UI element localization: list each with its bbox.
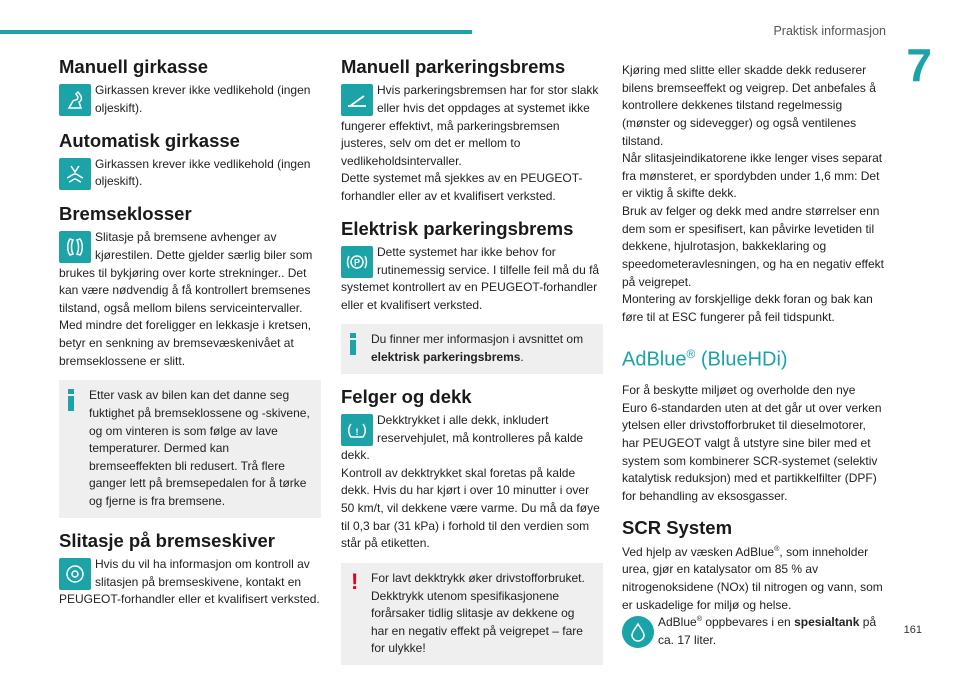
brake-pads-icon	[59, 231, 91, 263]
section-brake-pads	[59, 229, 321, 370]
note-text-suffix: .	[520, 350, 524, 365]
text-adblue: For å beskytte miljøet og overholde den nye Euro 6-standarden uten at det går ut over verken ytelsen eller drivstofforbruket til dieselmotorer, har PEUGEOT valgt å utstyre sine biler med et system som kombinerer SCR-systemet (selektiv katalytisk reduksjon) med et partikkelfilter (DPF) for behandling av eksosgasser.	[622, 383, 882, 503]
note-text-brake-pads: Etter vask av bilen kan det danne seg fuktighet på bremseklossene og -skivene, og om vinteren is som følge av lave temperaturer. Dermed kan bremseeffekten bli redusert. Trå flere ganger lett på bremsepedalen for å tørke og fjerne is fra bremsene.	[89, 388, 310, 509]
section-wheels-tyres	[341, 412, 603, 553]
scr-text-part: Ved hjelp av væsken AdBlue	[622, 544, 775, 559]
warning-icon: !	[351, 568, 359, 594]
svg-text:P: P	[353, 257, 361, 268]
parking-brake-lever-icon	[341, 84, 373, 116]
text-brake-pads-2: Med mindre det foreligger en lekkasje i kretsen, betyr en senkning av bremsevæskenivået at bremseklossene er slitt.	[59, 318, 312, 368]
column-3	[622, 62, 884, 649]
tyres-paragraph: Montering av forskjellige dekk foran og bak kan føre til at ESC fungerer på feil tidspunkt.	[622, 292, 873, 324]
warning-note-tyres	[341, 563, 603, 665]
section-title-scr: SCR System	[622, 517, 733, 539]
text-brake-pads: Slitasje på bremsene avhenger av kjørestilen. Dette gjelder særlig biler som brukes til bykjøring over korte strekninger.. Det kan være nødvendig å få kontrollert bremsenes tilstand, også mellom bilens serviceintervaller.	[59, 230, 313, 315]
electric-parking-brake-icon	[341, 246, 373, 278]
gearbox-icon	[59, 84, 91, 116]
text-auto-gearbox: Girkassen krever ikke vedlikehold (ingen oljeskift).	[95, 156, 311, 189]
scr-text-sup: ®	[774, 543, 780, 553]
info-note-electric-parking-brake	[341, 324, 603, 373]
info-icon	[68, 389, 74, 411]
column-1	[59, 56, 321, 609]
tank-text-bold: spesialtank	[794, 615, 860, 630]
text-brake-discs: Hvis du vil ha informasjon om kontroll av slitasjen på bremseskivene, kontakt en PEUGEOT-forhandler eller et kvalifisert verksted.	[59, 556, 320, 607]
adblue-title-part: AdBlue	[622, 349, 687, 372]
page-number: 161	[903, 624, 922, 636]
section-manual-gearbox	[59, 82, 321, 117]
tyres-continued	[622, 62, 884, 326]
note-text-prefix: Du finner mer informasjon i avsnittet om	[371, 332, 584, 347]
section-title-adblue	[622, 348, 884, 372]
text-manual-parking-brake: Hvis parkeringsbremsen har for stor slakk eller hvis det oppdages at systemet ikke fungerer effektivt, må parkeringsbremsen justeres, selv om det er mellom to vedlikeholdsintervaller.	[341, 83, 599, 168]
section-brake-discs	[59, 556, 321, 609]
note-text-bold: elektrisk parkeringsbrems	[371, 350, 521, 365]
svg-text:!: !	[355, 426, 359, 437]
section-title-auto-gearbox: Automatisk girkasse	[59, 129, 240, 151]
tank-text-part: på ca. 17 liter.	[658, 615, 877, 647]
text-manual-parking-brake-2: Dette systemet må sjekkes av en PEUGEOT-forhandler eller av et kvalifisert verksted.	[341, 171, 583, 204]
gearbox-oil-icon	[59, 158, 91, 190]
section-title-manual-parking-brake: Manuell parkeringsbrems	[341, 56, 566, 77]
section-title-electric-parking-brake: Elektrisk parkeringsbrems	[341, 217, 574, 239]
info-icon	[350, 333, 356, 355]
section-title-brake-discs: Slitasje på bremseskiver	[59, 529, 275, 551]
tank-text-sup: ®	[696, 614, 702, 624]
section-title-brake-pads: Bremseklosser	[59, 203, 192, 225]
adblue-title-part: (BlueHDi)	[695, 349, 788, 372]
column-2	[341, 56, 603, 673]
section-electric-parking-brake	[341, 244, 603, 315]
text-manual-gearbox: Girkassen krever ikke vedlikehold (ingen oljeskift).	[95, 83, 311, 115]
section-title-manual-gearbox: Manuell girkasse	[59, 56, 209, 77]
tank-text-part: oppbevares i en	[702, 615, 795, 630]
page-header-title: Praktisk informasjon	[773, 24, 886, 38]
section-adblue-tank	[622, 614, 884, 649]
brake-disc-icon	[59, 558, 91, 590]
tyres-paragraph: Bruk av felger og dekk med andre størrelser enn dem som er spesifisert, kan påvirke levetiden til dekkene, hjulrotasjon, bakkeklaring og speedometeravlesningen, og ha en negativ effekt på veigrepet.	[622, 204, 884, 289]
tyres-paragraph: Når slitasjeindikatorene ikke lenger vises separat fra mønsteret, er spordybden under 1,6 mm: Det er viktig å skifte dekk.	[622, 151, 883, 201]
text-wheels-tyres-2: Kontroll av dekktrykket skal foretas på kalde dekk. Hvis du har kjørt i over 10 minutter i over 50 km/t, vil dekkene være varme. Du må da føye til 0,3 bar (31 kPa) i forhold til den verdien som står på etiketten.	[341, 465, 600, 551]
warning-text-tyres: For lavt dekktrykk øker drivstofforbruket. Dekktrykk utenom spesifikasjonene forårsaker tidlig slitasje av dekkene og har en negativ effekt på veigrepet – fare for ulykke!	[371, 570, 585, 656]
section-manual-parking-brake	[341, 82, 603, 205]
text-wheels-tyres: Dekktrykket i alle dekk, inkludert reservehjulet, må kontrolleres på kalde dekk.	[341, 412, 584, 463]
section-auto-gearbox	[59, 156, 321, 191]
adblue-title-sup: ®	[686, 347, 696, 362]
tyre-pressure-icon	[341, 414, 373, 446]
text-scr	[622, 544, 884, 615]
info-note-brake-pads	[59, 380, 321, 517]
tank-text-part: AdBlue	[658, 615, 697, 630]
adblue-drop-icon	[622, 616, 654, 648]
text-electric-parking-brake: Dette systemet har ikke behov for rutinemessig service. I tilfelle feil må du få systemet kontrollert av en PEUGEOT-forhandler eller et kvalifisert verksted.	[341, 244, 600, 312]
section-title-wheels-tyres: Felger og dekk	[341, 385, 472, 407]
header-accent-bar	[0, 30, 472, 34]
tyres-paragraph: Kjøring med slitte eller skadde dekk reduserer bilens bremseeffekt og veigrep. Det anbefales å kontrollere dekkenes tilstand regelmessig (mønster og sidevegger) og også ventilenes tilstand.	[622, 63, 876, 148]
scr-text-part: , som inneholder urea, gjør en katalysator om 85 % av nitrogenoksidene (NOx) til nitrogen og vann, som er uskadelige for miljø og helse.	[622, 544, 883, 612]
chapter-number: 7	[906, 39, 932, 91]
